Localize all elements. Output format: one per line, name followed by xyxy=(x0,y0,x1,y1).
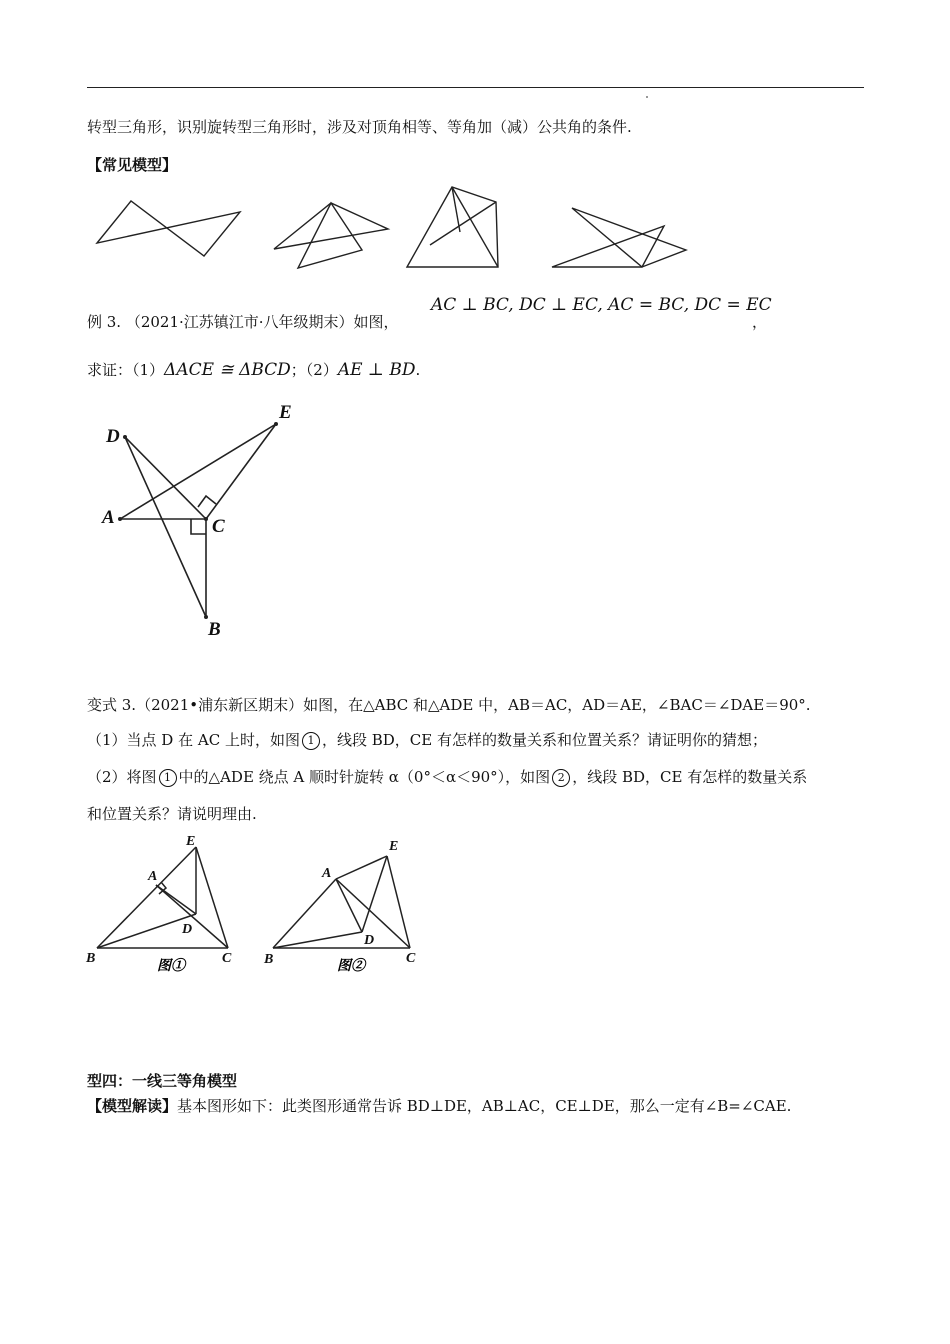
fig1-label-D: D xyxy=(182,922,193,937)
type4-interp xyxy=(87,1096,791,1116)
prove-prefix: 求证：（1） xyxy=(87,361,165,379)
label-E: E xyxy=(279,402,292,423)
fig2-label-D: D xyxy=(364,933,375,948)
fig1-label-A: A xyxy=(148,869,158,884)
line2-b: ，线段 BD，CE 有怎样的数量关系和位置关系？请证明你的猜想； xyxy=(321,731,767,749)
prove-1: ΔACE ≅ ΔBCD xyxy=(164,360,291,380)
line3-b: 中的△ADE 绕点 A 顺时针旋转 α（0°＜α＜90°），如图 xyxy=(178,768,551,786)
fig1-label-B: B xyxy=(86,951,96,966)
example3-condition: AC ⊥ BC, DC ⊥ EC, AC = BC, DC = EC xyxy=(431,295,772,315)
line3-c: ，线段 BD，CE 有怎样的数量关系 xyxy=(572,768,808,786)
prove-end: . xyxy=(415,361,421,379)
label-D: D xyxy=(106,426,120,447)
variant3-line1: 变式 3.（2021•浦东新区期末）如图，在△ABC 和△ADE 中，AB＝AC，AD＝AE，∠BAC＝∠DAE＝90°. xyxy=(87,696,811,714)
circle-1b: 1 xyxy=(159,769,177,787)
fig2-label-C: C xyxy=(406,951,416,966)
fig2-label-B: B xyxy=(264,952,274,967)
prove-2: AE ⊥ BD xyxy=(337,360,416,380)
fig1-label-E: E xyxy=(186,834,196,849)
label-C: C xyxy=(212,516,225,537)
circle-2: 2 xyxy=(552,769,570,787)
circle-1: 1 xyxy=(302,732,320,750)
intro-line: 转型三角形，识别旋转型三角形时，涉及对顶角相等、等角加（减）公共角的条件. xyxy=(87,118,632,136)
prove-sep: ；（2） xyxy=(290,361,338,379)
fig2-label-A: A xyxy=(322,866,332,881)
label-A: A xyxy=(102,507,115,528)
fig1-label-C: C xyxy=(222,951,232,966)
interp-text: 基本图形如下：此类图形通常告诉 BD⊥DE，AB⊥AC，CE⊥DE，那么一定有∠B=∠CAE. xyxy=(177,1097,792,1115)
fig1-caption: 图① xyxy=(157,959,185,974)
fig2-caption: 图② xyxy=(337,959,365,974)
line3-a: （2）将图 xyxy=(87,768,157,786)
example3-suffix: ， xyxy=(752,313,768,331)
label-B: B xyxy=(208,619,221,640)
type4-title: 型四：一线三等角模型 xyxy=(87,1072,238,1090)
variant3-line4: 和位置关系？请说明理由. xyxy=(87,805,257,823)
example3-prefix: 例 3. （2021·江苏镇江市·八年级期末）如图， xyxy=(87,313,399,331)
fig2-label-E: E xyxy=(389,839,399,854)
common-models-title: 【常见模型】 xyxy=(87,156,178,174)
interp-label: 【模型解读】 xyxy=(87,1097,178,1115)
line2-a: （1）当点 D 在 AC 上时，如图 xyxy=(87,731,300,749)
